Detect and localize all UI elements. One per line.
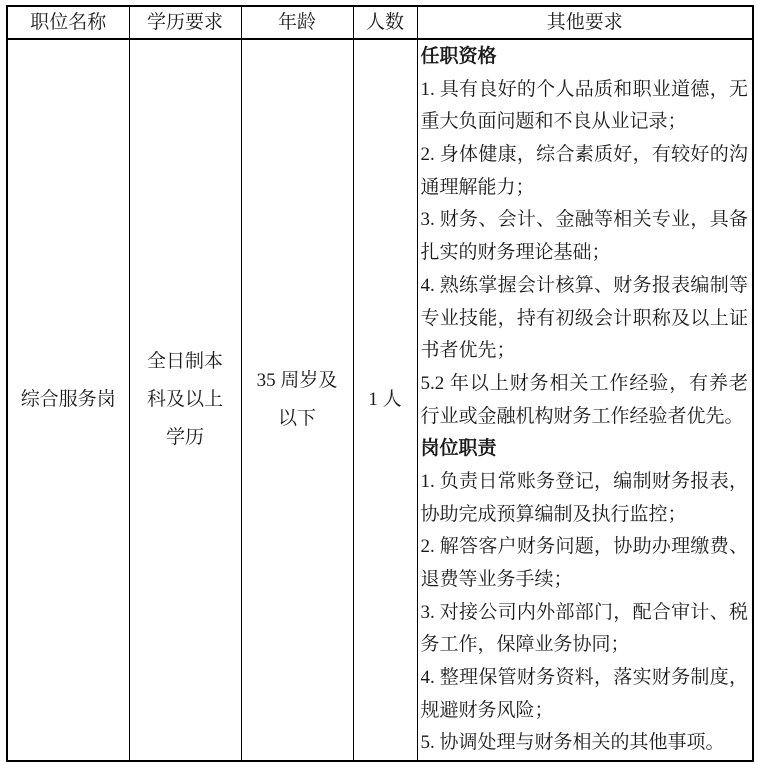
column-header-other-requirements: 其他要求: [417, 6, 753, 39]
requirements-cell: [417, 39, 753, 761]
requirement-item: 5. 协调处理与财务相关的其他事项。: [420, 732, 725, 754]
header-row: [7, 6, 753, 39]
requirement-item: 4. 整理保管财务资料，落实财务制度，规避财务风险；: [420, 667, 748, 721]
data-row: [7, 39, 753, 761]
requirement-item: 1. 具有良好的个人品质和职业道德，无重大负面问题和不良从业记录；: [420, 78, 748, 133]
requirements-section-heading: 任职资格: [420, 46, 497, 67]
column-header-education: 学历要求: [129, 6, 241, 39]
column-header-headcount: 人数: [353, 6, 417, 39]
position-name-cell: 综合服务岗: [7, 39, 129, 761]
requirement-item: 5.2 年以上财务相关工作经验，有养老行业或金融机构财务工作经验者优先。: [420, 372, 748, 427]
column-header-age: 年龄: [241, 6, 353, 39]
age-cell: 35 周岁及以下: [241, 39, 353, 761]
job-table: [6, 5, 754, 762]
requirement-item: 1. 负责日常账务登记，编制财务报表，协助完成预算编制及执行监控；: [420, 470, 748, 525]
requirement-item: 2. 身体健康，综合素质好，有较好的沟通理解能力；: [420, 144, 748, 198]
requirements-section-heading: 岗位职责: [420, 438, 497, 460]
headcount-cell: 1 人: [353, 39, 417, 761]
requirement-item: 2. 解答客户财务问题，协助办理缴费、退费等业务手续；: [420, 536, 748, 590]
education-cell: 全日制本科及以上学历: [129, 39, 241, 761]
requirement-item: 4. 熟练掌握会计核算、财务报表编制等专业技能，持有初级会计职称及以上证书者优先；: [420, 274, 748, 362]
column-header-position: 职位名称: [7, 6, 129, 39]
requirement-item: 3. 对接公司内外部部门，配合审计、税务工作，保障业务协同；: [420, 601, 748, 656]
requirement-item: 3. 财务、会计、金融等相关专业，具备扎实的财务理论基础；: [420, 209, 748, 264]
